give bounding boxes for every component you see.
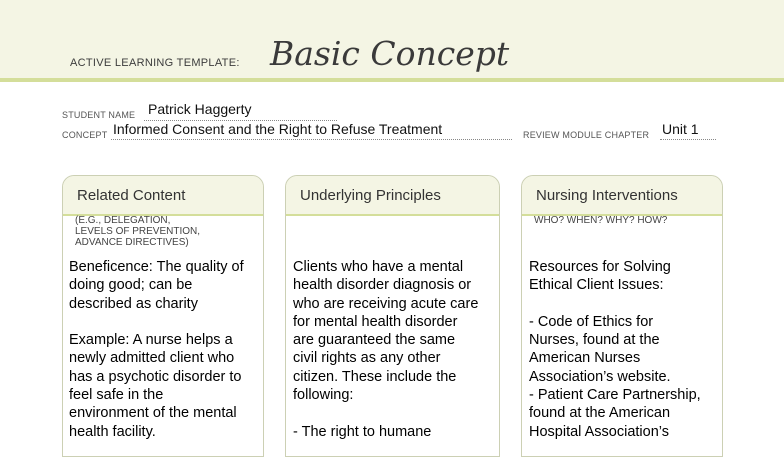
nursing-interventions-text[interactable]: Resources for Solving Ethical Client Issues: - Code of Ethics for Nurses, found at the American Nurses Association’s website. - Patient Care Partnership, found at the American Hospital Association’s: [529, 259, 701, 440]
template-label: ACTIVE LEARNING TEMPLATE:: [70, 57, 240, 69]
review-module-label: REVIEW MODULE CHAPTER: [523, 130, 650, 140]
underlying-principles-title: Underlying Principles: [300, 187, 441, 204]
student-name-label: STUDENT NAME: [62, 110, 136, 120]
related-content-title: Related Content: [77, 187, 186, 204]
related-content-panel: [62, 175, 264, 457]
template-title: Basic Concept: [270, 34, 510, 73]
nursing-interventions-title: Nursing Interventions: [536, 187, 678, 204]
related-content-text[interactable]: Beneficence: The quality of doing good; can be described as charity Example: A nurse helps a newly admitted client who has a psychotic disorder to feel safe in the environment of the mental health facility.: [69, 259, 244, 440]
underlying-principles-text[interactable]: Clients who have a mental health disorder diagnosis or who are receiving acute care for mental health disorder are guaranteed the same civil rights as any other citizen. These include the following: - The right to humane: [293, 259, 479, 440]
concept-value[interactable]: Informed Consent and the Right to Refuse Treatment: [113, 121, 443, 137]
review-module-value[interactable]: Unit 1: [662, 121, 699, 137]
underlying-principles-panel: [285, 175, 500, 457]
header-divider: [0, 78, 784, 82]
nursing-interventions-panel: [521, 175, 723, 457]
nursing-interventions-subtitle: WHO? WHEN? WHY? HOW?: [534, 215, 668, 226]
concept-line: [111, 139, 512, 140]
review-module-line: [660, 139, 716, 140]
student-name-value[interactable]: Patrick Haggerty: [148, 101, 252, 117]
concept-label: CONCEPT: [62, 130, 108, 140]
related-content-subtitle: (E.G., DELEGATION, LEVELS OF PREVENTION, ADVANCE DIRECTIVES): [75, 215, 201, 248]
